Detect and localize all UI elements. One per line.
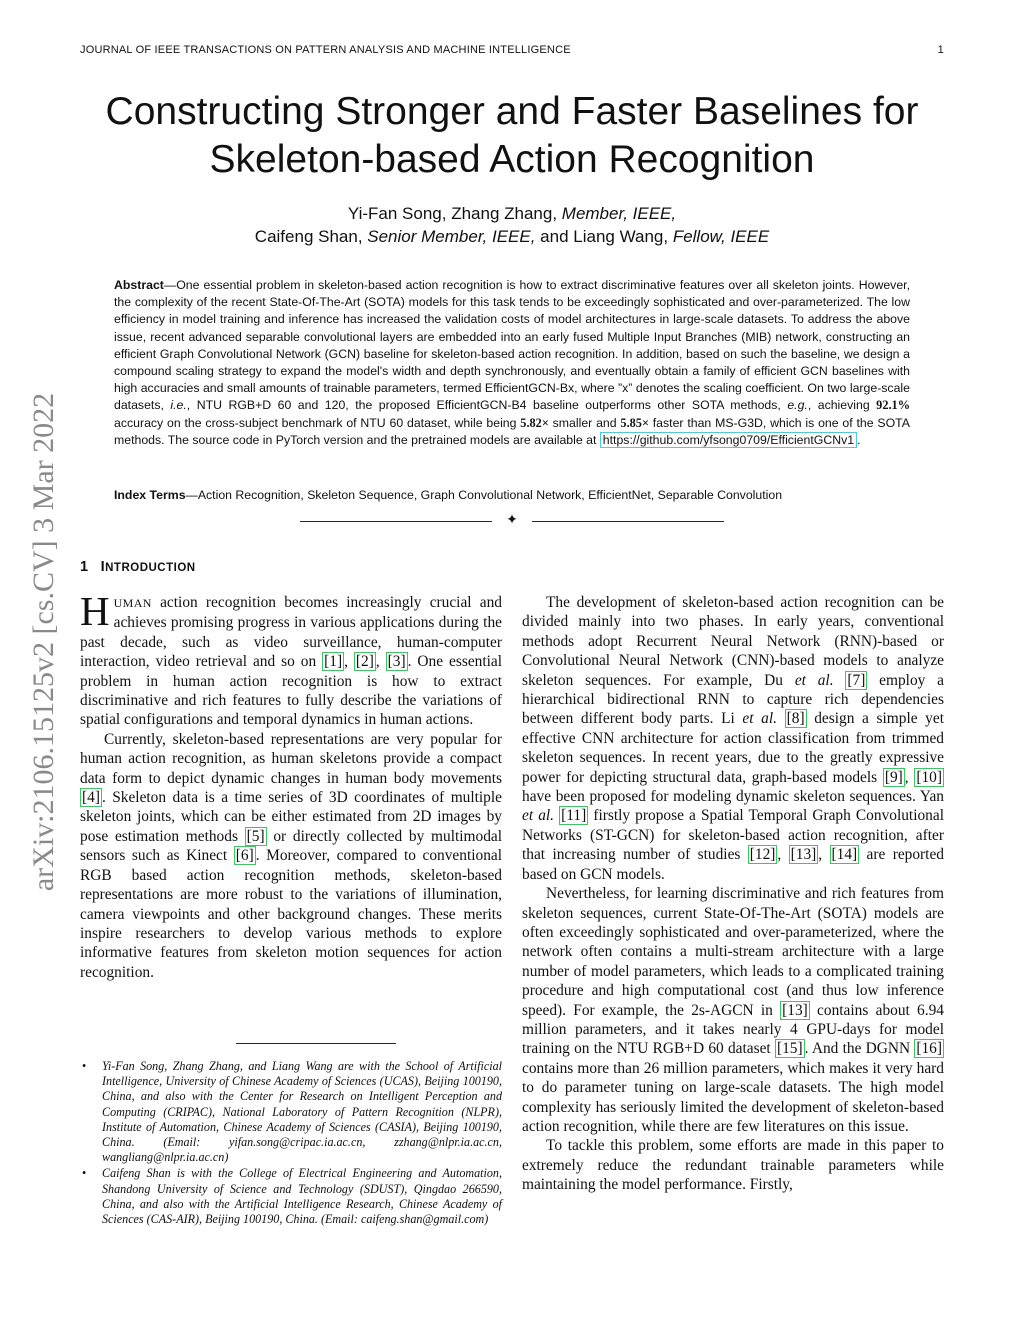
abstract-text: faster than MS-G3D, which is one of the SOTA methods. The source code in PyTorch version and the pretrained models are available at [114, 415, 910, 447]
body-text: . Moreover, compared to conventional RGB based action recognition methods, skeleton-based representations are more robust to the variations of illumination, camera viewpoints and other background changes. These merits inspire researchers to develop various methods to explore informative features from skeleton motion sequences for action recognition. [80, 847, 503, 981]
faster-factor: 5.85× [620, 415, 649, 430]
citation-link[interactable]: [16] [916, 1040, 942, 1058]
arxiv-identifier: arXiv:2106.15125v2 [cs.CV] 3 Mar 2022 [27, 392, 60, 892]
bullet-icon: • [82, 1059, 87, 1073]
body-text: The development of skeleton-based action recognition can be divided mainly into two phases. In early years, conventional methods adopt Recurrent Neural Network (RNN)-based or Convolutional Neural Network (CNN)-based models to analyze skeleton sequences. For example, Du [522, 594, 944, 689]
body-text: . One essential problem in human action recognition is how to extract discriminative and rich features to fully describe the variations of spatial configurations and temporal dynamics in human actions. [80, 653, 503, 729]
body-text: action recognition becomes increasingly crucial and achieves promising progress in various applications during the past decade, such as video surveillance, human-computer interaction, video retrieval and so on [80, 594, 502, 671]
section-number: 1 [80, 559, 89, 575]
accuracy-value: 92.1% [876, 398, 910, 413]
footnote-item [80, 1059, 502, 1165]
left-column [80, 588, 503, 982]
diamond-ornament-icon: ✦ [506, 513, 518, 528]
section-divider [300, 513, 724, 529]
citation-link[interactable]: [3] [387, 653, 406, 671]
footnote-item [80, 1166, 502, 1227]
paragraph [80, 588, 503, 730]
citation-link[interactable]: [6] [235, 847, 254, 865]
index-terms-text: —Action Recognition, Skeleton Sequence, Graph Convolutional Network, EfficientNet, Separable Convolution [185, 488, 783, 502]
paragraph [522, 593, 944, 884]
citation-link[interactable]: [12] [749, 846, 776, 864]
small-caps-word: UMAN [113, 596, 152, 610]
paper-title [80, 88, 944, 184]
authors-3: and Liang Wang, [535, 227, 673, 246]
citation-link[interactable]: [1] [324, 653, 343, 671]
abstract-text: . [857, 432, 861, 447]
citation-link[interactable]: [4] [82, 789, 100, 807]
citation-link[interactable]: [15] [776, 1040, 803, 1058]
body-text: . Skeleton data is a time series of 3D coordinates of multiple skeleton joints, which can be either estimated from 2D images by pose estimation methods [80, 789, 502, 845]
body-text: , [777, 846, 789, 864]
paragraph [522, 1136, 944, 1194]
body-text: Nevertheless, for learning discriminative and rich features from skeleton sequences, current State-Of-The-Art (SOTA) models are often exceedingly sophisticated and over-parameterized, where the network often contains a multi-stream architecture with a large number of model parameters, which leads to a complicated training procedure and high computational cost (and thus low inference speed). For example, the 2s-AGCN in [522, 885, 944, 1019]
body-text: To tackle this problem, some efforts are made in this paper to extremely reduce the redundant trainable parameters while maintaining the model performance. Firstly, [522, 1137, 944, 1194]
footnote-rule [236, 1043, 396, 1044]
body-text: design a simple yet effective CNN architecture for action classification from trimmed skeleton sequences. In recent years, due to the greatly expressive power for depicting structural data, graph-based models [522, 710, 944, 786]
abstract-ie: i.e. [170, 398, 187, 413]
body-text: Currently, skeleton-based representations are very popular for human action recognition, as human skeletons provide a compact data form to depict dynamic changes in human body movements [80, 730, 502, 787]
body-text: are reported based on GCN models. [522, 846, 944, 883]
section-heading [80, 559, 196, 575]
citation-link[interactable]: [14] [831, 846, 858, 864]
authors-1: Yi-Fan Song, Zhang Zhang, [347, 204, 562, 223]
abstract-eg: e.g. [787, 398, 808, 413]
bullet-icon: • [82, 1166, 87, 1181]
citation-link[interactable]: [10] [916, 768, 942, 786]
paragraph [522, 884, 944, 1136]
abstract-text: smaller and [548, 415, 621, 430]
citation-link[interactable]: [5] [246, 827, 265, 845]
abstract-text: accuracy on the cross-subject benchmark of NTU 60 dataset, while being [114, 415, 521, 430]
title-line-1: Constructing Stronger and Faster Baselines for [105, 90, 919, 133]
drop-cap: H [80, 588, 110, 634]
citation-link[interactable]: [2] [355, 653, 374, 671]
footnote-text: Caifeng Shan is with the College of Electrical Engineering and Automation, Shandong University of Science and Technology (SDUST), Qingdao 266590, China, and also with the Artificial Intelligence Research, Chinese Academy of Sciences (CAS-AIR), Beijing 100190, China. (Email: caifeng.shan@gmail.com) [102, 1166, 502, 1227]
author-list [80, 202, 944, 248]
et-al: et al. [742, 710, 777, 728]
citation-link[interactable]: [8] [786, 710, 805, 728]
author-role-1: Member, IEEE, [561, 204, 677, 223]
arxiv-stamp [22, 352, 66, 932]
author-role-3: Fellow, IEEE [672, 227, 770, 246]
divider-line-left [300, 521, 492, 522]
body-text: employ a hierarchical bidirectional RNN to capture rich dependencies between different body parts. Li [522, 671, 944, 728]
citation-link[interactable]: [13] [790, 846, 817, 864]
footnotes [80, 1059, 502, 1228]
body-text: firstly propose a Spatial Temporal Graph Convolutional Networks (ST-GCN) for skeleton-based action recognition, after that increasing number of studies [522, 807, 944, 864]
body-text: , [344, 653, 354, 671]
index-terms-label: Index Terms [114, 488, 186, 502]
body-text: , [904, 768, 915, 786]
authors-2: Caifeng Shan, [254, 227, 368, 246]
paragraph [80, 730, 502, 982]
index-terms [114, 487, 910, 504]
smaller-factor: 5.82× [520, 415, 549, 430]
title-line-2: Skeleton-based Action Recognition [209, 138, 815, 181]
body-text: . And the DGNN [804, 1040, 915, 1058]
right-column [522, 593, 944, 1195]
footnote-text: Yi-Fan Song, Zhang Zhang, and Liang Wang are with the School of Artificial Intelligence, University of Chinese Academy of Sciences (UCAS), Beijing 100190, China, and also with the Center for Research on Intelligent Perception and Computing (CRIPAC), National Laboratory of Pattern Recognition (NLPR), Institute of Automation, Chinese Academy of Sciences (CASIA), Beijing 100190, China. (Email: yifan.song@cripac.ia.ac.cn, zzhang@nlpr.ia.ac.cn, wangliang@nlpr.ia.ac.cn) [102, 1059, 502, 1165]
section-title-initial: I [100, 559, 106, 575]
body-text: or directly collected by multimodal sensors such as Kinect [80, 827, 502, 865]
et-al: et al. [522, 807, 555, 825]
citation-link[interactable]: [7] [847, 671, 866, 689]
body-text: contains about 6.94 million parameters, and it takes nearly 4 GPU-days for model training on the NTU RGB+D 60 dataset [522, 1001, 944, 1058]
author-role-2: Senior Member, IEEE, [367, 227, 536, 246]
body-text: contains more than 26 million parameters, which makes it very hard to do parameter tuning on large-scale datasets. The high model complexity has seriously limited the development of skeleton-based action recognition, while there are few literatures on this issue. [522, 1059, 944, 1135]
body-text: , [818, 846, 830, 864]
abstract-text: —One essential problem in skeleton-based action recognition is how to extract discriminative features over all skeleton joints. However, the complexity of the recent State-Of-The-Art (SOTA) models for this task tends to be exceedingly sophisticated and over-parameterized. The low efficiency in model training and inference has increased the validation costs of model architectures in large-scale datasets. To address the above issue, recent advanced separable convolutional layers are embedded into an early fused Multiple Input Branches (MIB) network, constructing an efficient Graph Convolutional Network (GCN) baseline for skeleton-based action recognition. In addition, based on such the baseline, we design a compound scaling strategy to expand the model's width and depth synchronously, and eventually obtain a family of efficient GCN baselines with high accuracies and small amounts of trainable parameters, termed EfficientGCN-Bx, where ”x” denotes the scaling coefficient. On two large-scale datasets, [114, 278, 910, 413]
abstract-label: Abstract [114, 278, 164, 292]
divider-line-right [532, 521, 724, 522]
abstract-text: , NTU RGB+D 60 and 120, the proposed EfficientGCN-B4 baseline outperforms other SOTA methods, [186, 398, 788, 413]
citation-link[interactable]: [11] [561, 807, 587, 825]
abstract-text: , achieving [807, 398, 877, 413]
et-al: et al. [794, 671, 834, 689]
running-header [80, 44, 944, 56]
body-text: have been proposed for modeling dynamic skeleton sequences. Yan [522, 788, 944, 806]
github-link[interactable]: https://github.com/yfsong0709/EfficientGCNv1 [600, 432, 857, 448]
citation-link[interactable]: [13] [782, 1001, 808, 1019]
citation-link[interactable]: [9] [884, 768, 903, 786]
body-text: , [375, 653, 386, 671]
section-title-rest: NTRODUCTION [105, 562, 196, 574]
page-number: 1 [937, 44, 944, 56]
abstract [114, 277, 910, 449]
journal-name: JOURNAL OF IEEE TRANSACTIONS ON PATTERN ANALYSIS AND MACHINE INTELLIGENCE [80, 44, 571, 56]
